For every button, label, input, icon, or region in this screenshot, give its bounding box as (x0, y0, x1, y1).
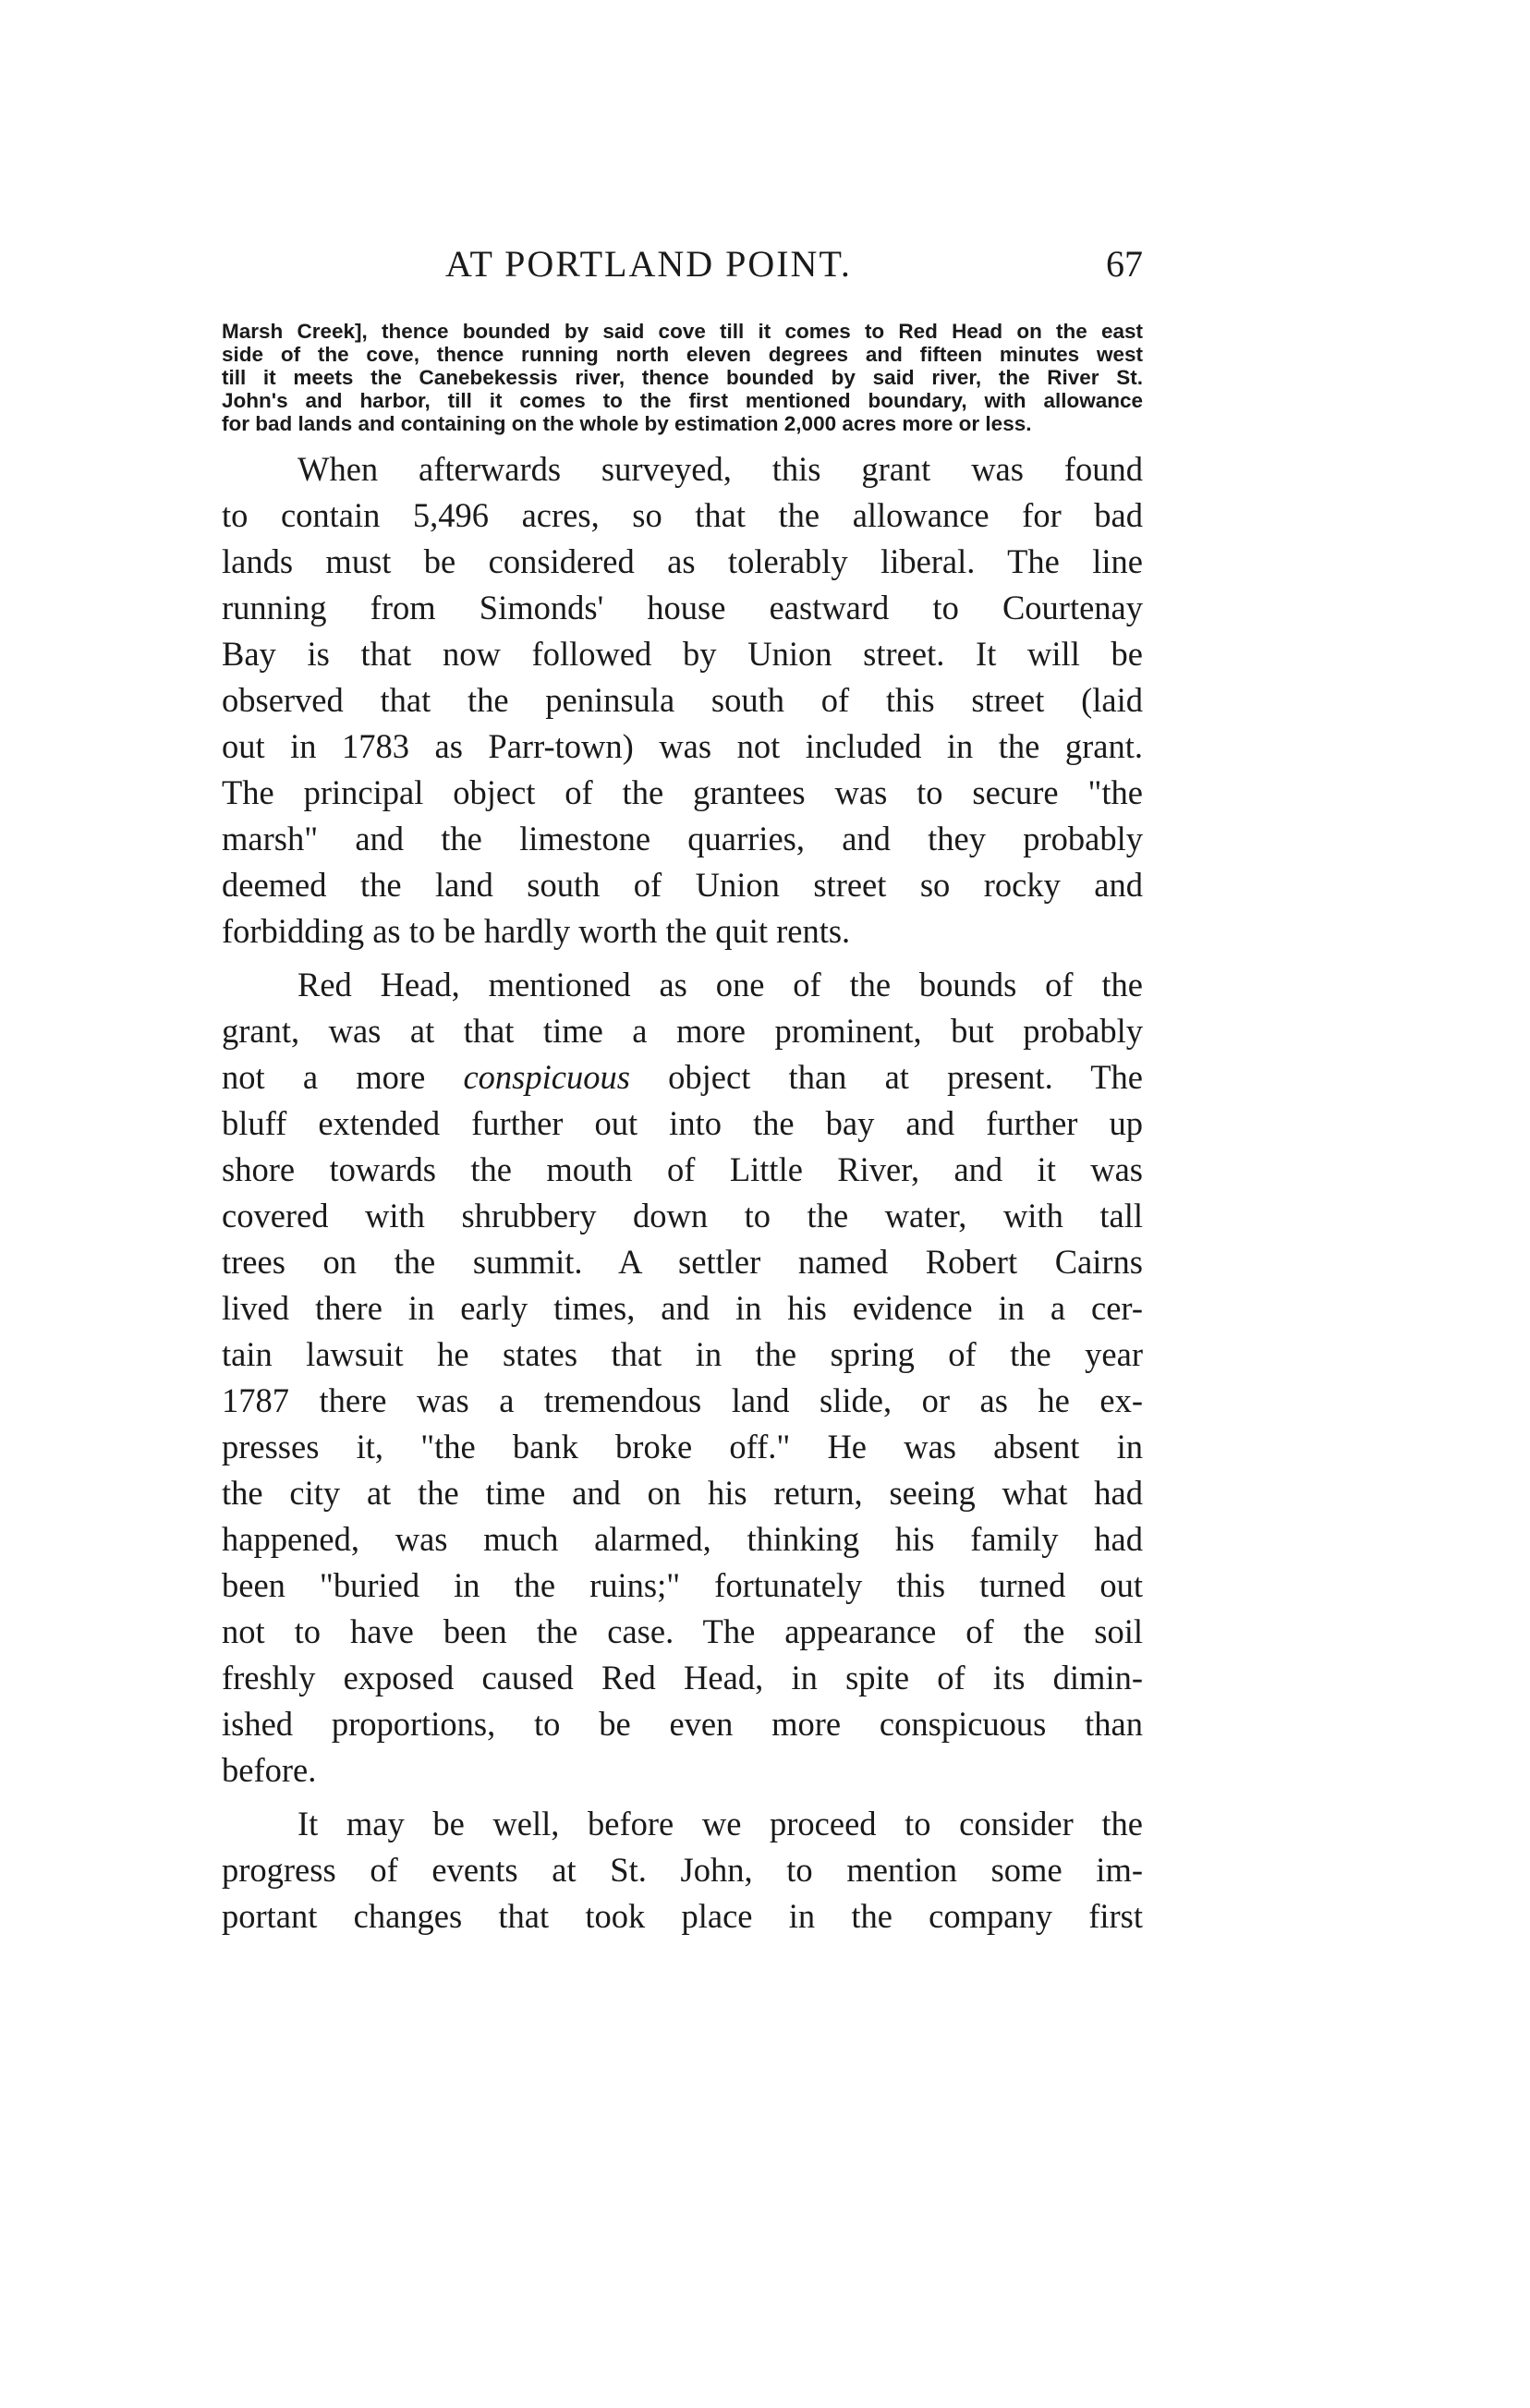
text-line: lived there in early times, and in his evidence in a cer- (222, 1289, 1143, 1327)
text-line: to contain 5,496 acres, so that the allowance for bad (222, 496, 1143, 534)
text-line: trees on the summit. A settler named Robert Cairns (222, 1243, 1143, 1281)
extract-line: John's and harbor, till it comes to the first mentioned boundary, with allowance (222, 389, 1143, 412)
paragraph-red-head (222, 962, 1143, 1794)
text-line: 1787 there was a tremendous land slide, or as he ex- (222, 1381, 1143, 1419)
text-line: not a more conspicuous object than at present. The (222, 1058, 1143, 1096)
text-line: progress of events at St. John, to mention some im- (222, 1851, 1143, 1889)
text-line: bluff extended further out into the bay and further up (222, 1104, 1143, 1142)
extract-line: side of the cove, thence running north eleven degrees and fifteen minutes west (222, 343, 1143, 366)
text-line: deemed the land south of Union street so rocky and (222, 866, 1143, 904)
text-line: observed that the peninsula south of this street (laid (222, 681, 1143, 719)
running-title: AT PORTLAND POINT. (445, 243, 852, 285)
text-line: When afterwards surveyed, this grant was found (298, 450, 1143, 488)
running-head (222, 242, 1143, 298)
text-line: covered with shrubbery down to the water, with tall (222, 1197, 1143, 1234)
text-line: not to have been the case. The appearance of the soil (222, 1612, 1143, 1650)
text-line: shore towards the mouth of Little River, and it was (222, 1150, 1143, 1188)
text-line: The principal object of the grantees was to secure "the (222, 773, 1143, 811)
text-line: freshly exposed caused Red Head, in spite of its dimin- (222, 1659, 1143, 1697)
text-line: been "buried in the ruins;" fortunately this turned out (222, 1566, 1143, 1604)
text-line: It may be well, before we proceed to consider the (298, 1805, 1143, 1842)
text-line: lands must be considered as tolerably liberal. The line (222, 542, 1143, 580)
extract-line: Marsh Creek], thence bounded by said cove till it comes to Red Head on the east (222, 320, 1143, 343)
text-line: presses it, "the bank broke off." He was absent in (222, 1428, 1143, 1465)
text-line: forbidding as to be hardly worth the quit rents. (222, 912, 851, 950)
text-line: before. (222, 1751, 317, 1789)
extract-line: till it meets the Canebekessis river, thence bounded by said river, the River St. (222, 366, 1143, 389)
text-line: grant, was at that time a more prominent, but probably (222, 1012, 1143, 1050)
text-line: running from Simonds' house eastward to Courtenay (222, 589, 1143, 626)
text-line: marsh" and the limestone quarries, and they probably (222, 820, 1143, 857)
paragraph-survey (222, 446, 1143, 955)
text-line: out in 1783 as Parr-town) was not included in the grant. (222, 727, 1143, 765)
extract-line: for bad lands and containing on the whole by estimation 2,000 acres more or less. (222, 412, 1032, 435)
grant-extract (222, 320, 1143, 435)
text-line: happened, was much alarmed, thinking his family had (222, 1520, 1143, 1558)
text-line: portant changes that took place in the company first (222, 1897, 1143, 1935)
paragraph-company-changes (222, 1801, 1143, 1940)
book-page (222, 242, 1143, 1940)
text-line: the city at the time and on his return, seeing what had (222, 1474, 1143, 1512)
page-number: 67 (1106, 243, 1143, 285)
text-line: tain lawsuit he states that in the spring of the year (222, 1335, 1143, 1373)
text-line: ished proportions, to be even more conspicuous than (222, 1705, 1143, 1743)
text-line: Red Head, mentioned as one of the bounds of the (298, 966, 1143, 1003)
italic-emphasis: conspicuous (463, 1058, 630, 1096)
text-line: Bay is that now followed by Union street. It will be (222, 635, 1143, 673)
